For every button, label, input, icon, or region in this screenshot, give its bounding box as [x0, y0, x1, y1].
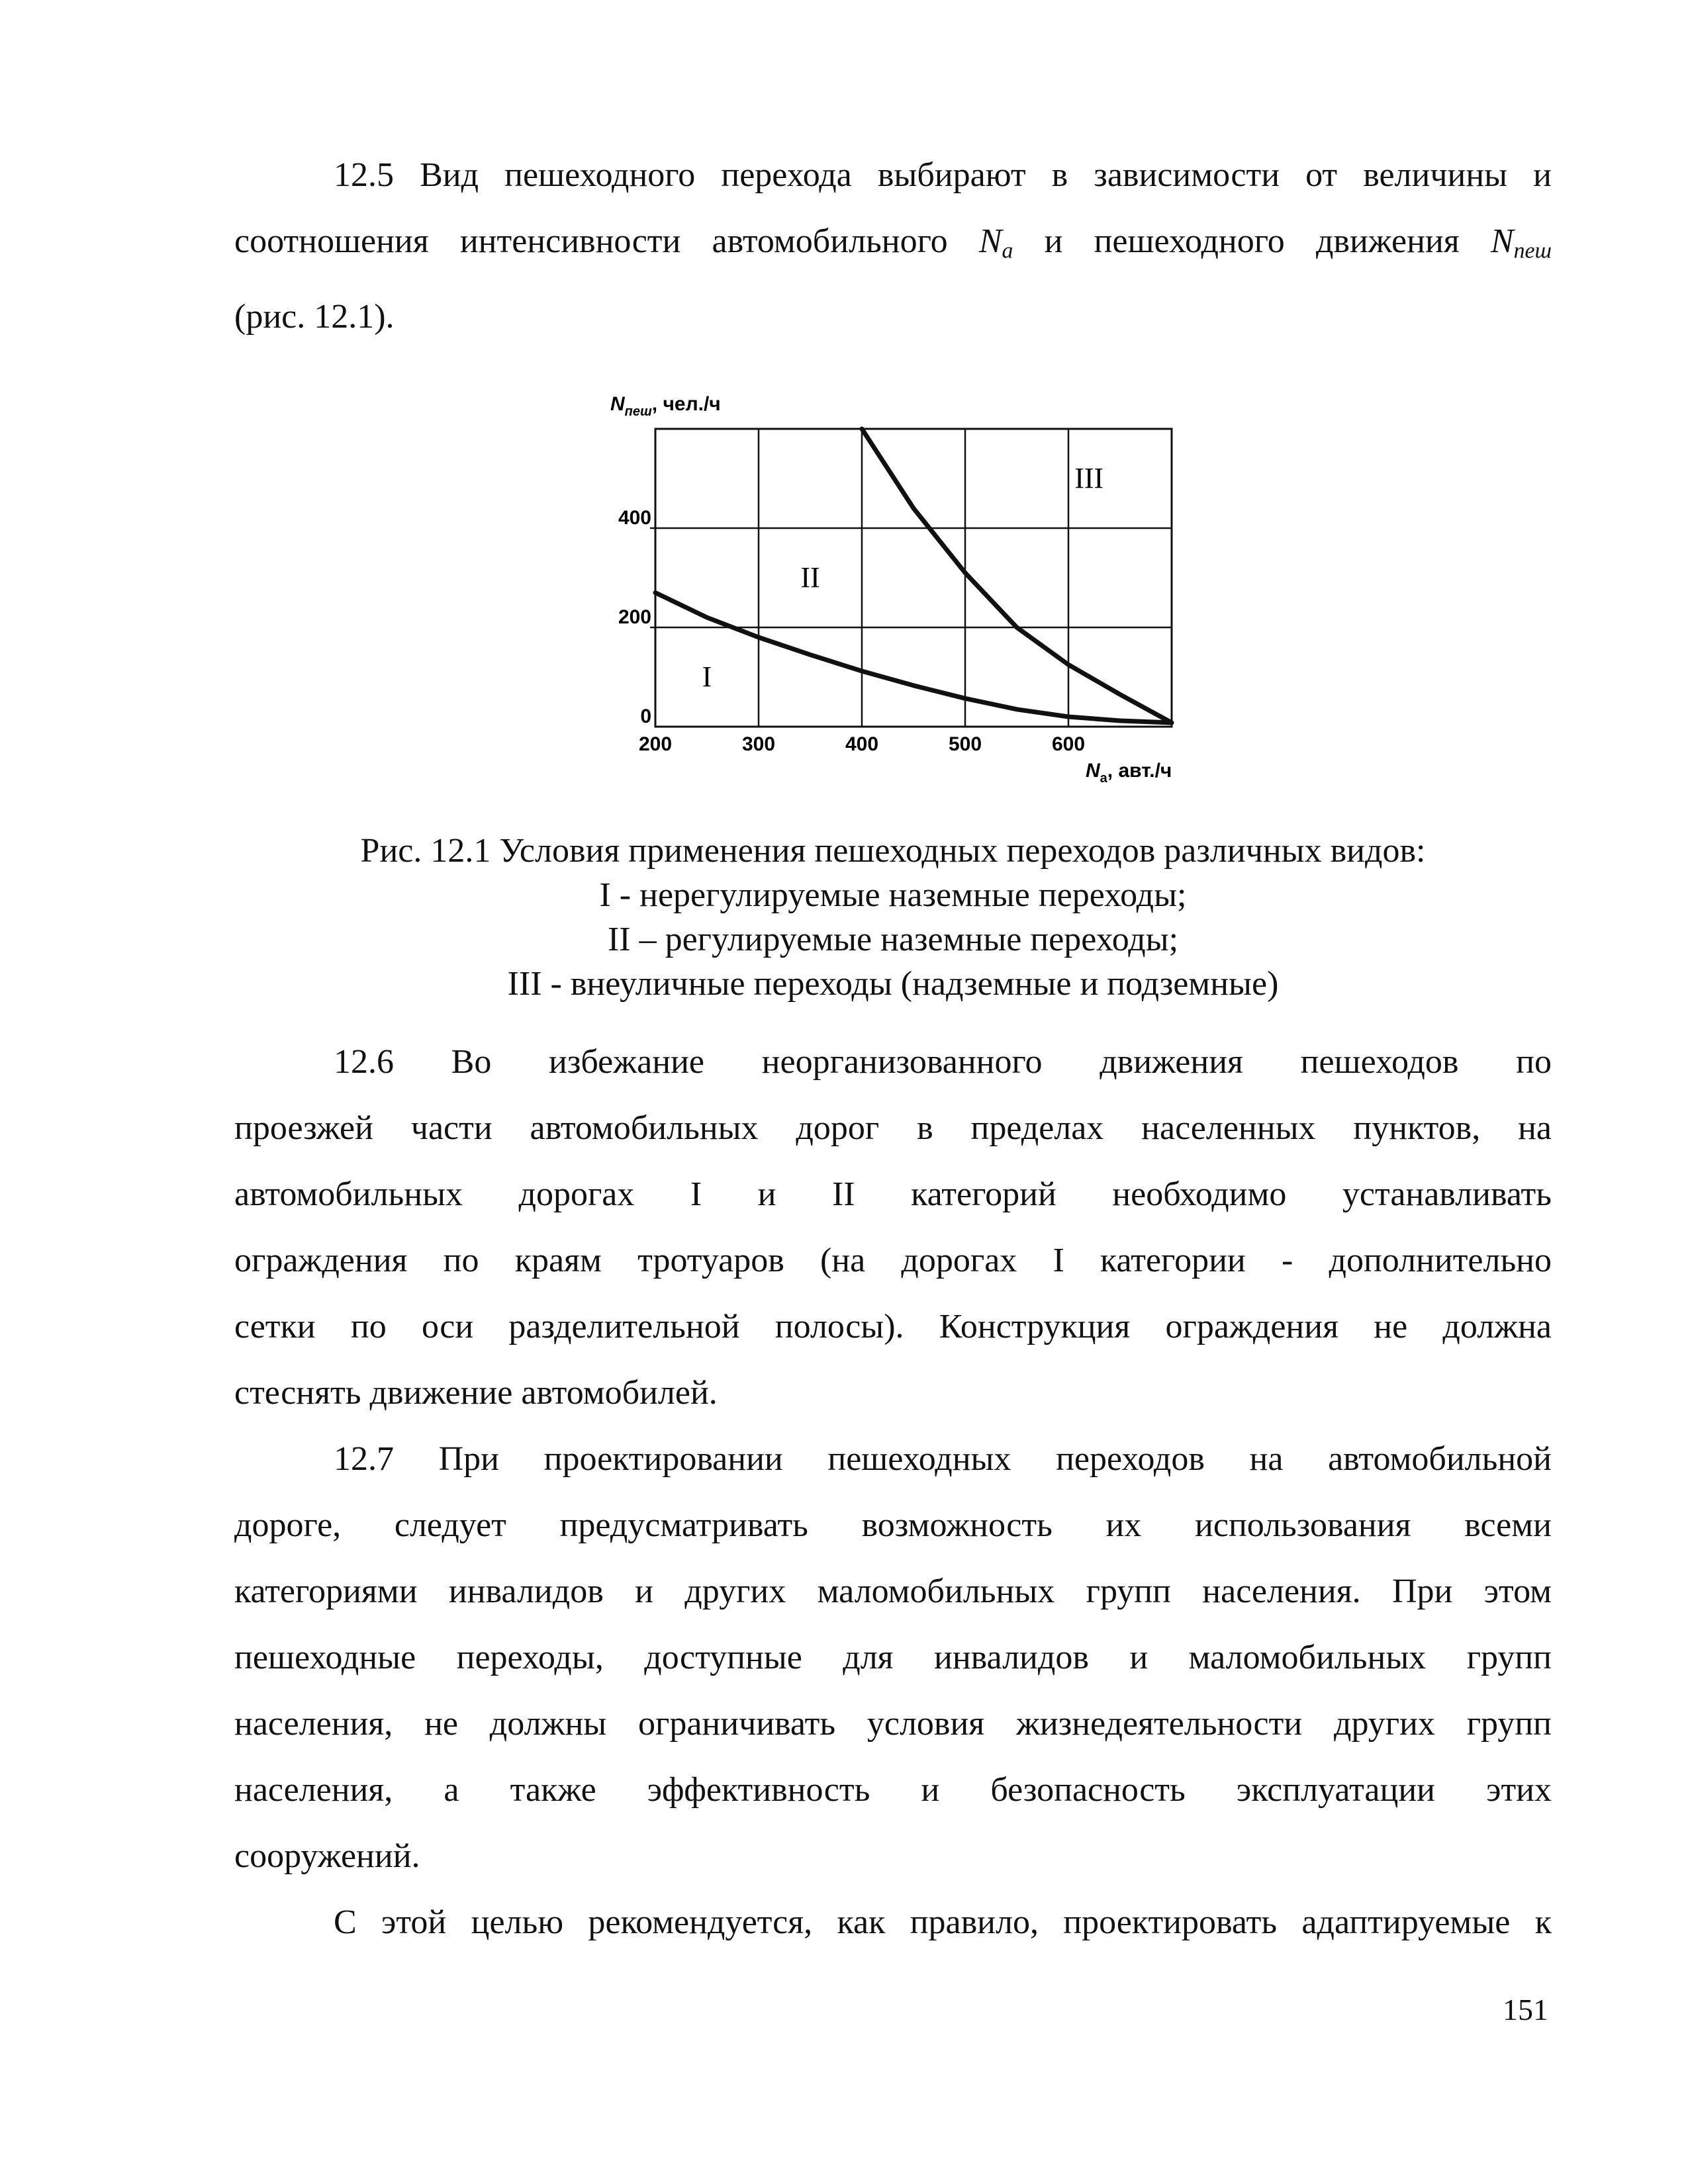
- paragraph-12-6: [234, 1029, 1552, 1426]
- page-number: 151: [1503, 1993, 1548, 2026]
- paragraph-line: дороге, следует предусматривать возможность их использования всеми: [234, 1506, 1552, 1544]
- x-tick-label: 500: [948, 733, 982, 755]
- caption-line: II – регулируемые наземные переходы;: [607, 921, 1179, 958]
- region-label: II: [800, 561, 820, 594]
- paragraph-line: населения, а также эффективность и безопасность эксплуатации этих: [234, 1771, 1552, 1809]
- paragraph-line: ограждения по краям тротуаров (на дорогах I категории - дополнительно: [234, 1242, 1552, 1279]
- paragraph-12-5: [234, 142, 1552, 350]
- paragraph-line: стеснять движение автомобилей.: [234, 1374, 718, 1412]
- x-tick-label: 600: [1051, 733, 1086, 755]
- paragraph-line: 12.7 При проектировании пешеходных переходов на автомобильной: [334, 1440, 1552, 1478]
- x-axis-label: $N_a$, авт./ч: [1086, 760, 1172, 786]
- paragraph-line: сетки по оси разделительной полосы). Конструкция ограждения не должна: [234, 1308, 1552, 1345]
- y-tick-label: 400: [618, 507, 651, 529]
- caption-line: I - нерегулируемые наземные переходы;: [599, 876, 1187, 914]
- figure-caption: [234, 829, 1552, 1006]
- paragraph-line: автомобильных дорогах I и II категорий необходимо устанавливать: [234, 1175, 1552, 1213]
- x-tick-label: 400: [845, 733, 879, 755]
- y-tick-label: 0: [640, 705, 651, 727]
- boundary-curve: [655, 593, 1172, 723]
- y-axis-label: $N_{пеш}$, чел./ч: [610, 393, 721, 419]
- paragraph-line: 12.5 Вид пешеходного перехода выбирают в зависимости от величины и: [334, 156, 1552, 194]
- paragraph-line: проезжей части автомобильных дорог в пределах населенных пунктов, на: [234, 1109, 1552, 1147]
- paragraph-line: (рис. 12.1).: [234, 298, 395, 336]
- paragraph-line: категориями инвалидов и других маломобильных групп населения. При этом: [234, 1572, 1552, 1610]
- paragraph-line: пешеходные переходы, доступные для инвалидов и маломобильных групп: [234, 1639, 1552, 1676]
- paragraph-12-7: [234, 1426, 1552, 1889]
- region-label: I: [702, 660, 712, 693]
- paragraph-line: соотношения интенсивности автомобильного $N_a$ и пешеходного движения $N_{пеш}$: [234, 222, 1552, 263]
- x-tick-label: 300: [741, 733, 776, 755]
- caption-line: III - внеуличные переходы (надземные и подземные): [507, 965, 1279, 1003]
- paragraph-last: [234, 1889, 1552, 1956]
- paragraph-line: С этой целью рекомендуется, как правило, проектировать адаптируемые к: [334, 1903, 1552, 1941]
- boundary-curve: [862, 429, 1172, 723]
- figure-12-1-chart: [596, 384, 1218, 807]
- caption-line: Рис. 12.1 Условия применения пешеходных переходов различных видов:: [360, 832, 1426, 870]
- paragraph-line: сооружений.: [234, 1837, 420, 1875]
- paragraph-line: 12.6 Во избежание неорганизованного движения пешеходов по: [334, 1043, 1552, 1081]
- region-label: III: [1074, 462, 1104, 494]
- axis-ticks: [618, 507, 1085, 755]
- region-labels: [702, 462, 1104, 693]
- paragraph-line: населения, не должны ограничивать условия жизнедеятельности других групп: [234, 1705, 1552, 1743]
- y-tick-label: 200: [618, 606, 651, 628]
- x-tick-label: 200: [638, 733, 673, 755]
